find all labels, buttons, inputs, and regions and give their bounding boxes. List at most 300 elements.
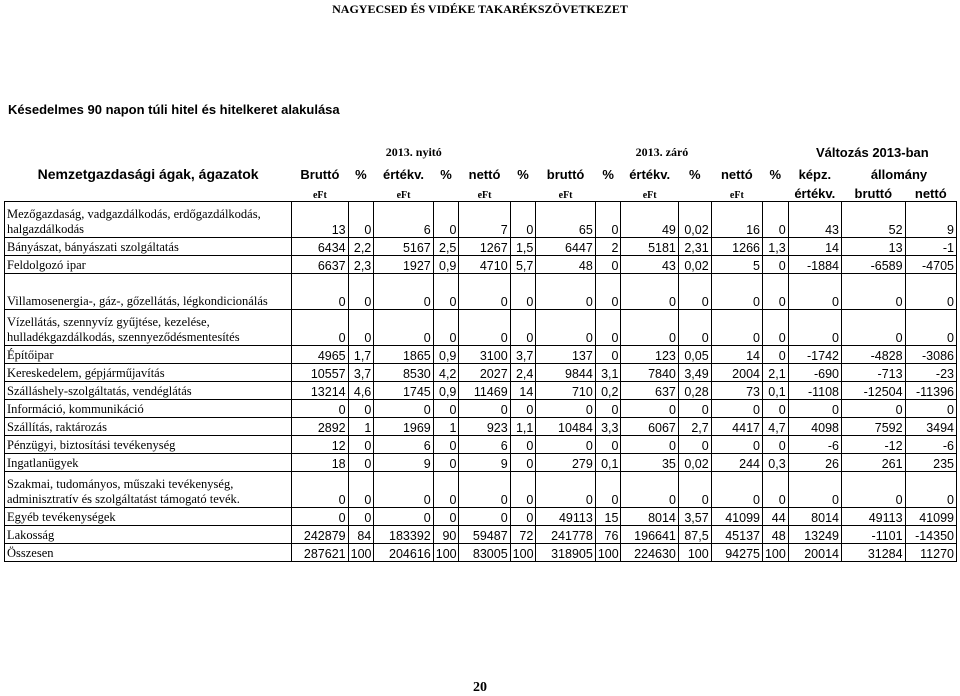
row-category-name: Szakmai, tudományos, műszaki tevékenység, adminisztratív és szolgáltatást támogató tevék. xyxy=(5,472,292,508)
table-cell: 0 xyxy=(711,400,762,418)
table-cell: 16 xyxy=(711,202,762,238)
table-cell: -1884 xyxy=(788,256,841,274)
table-cell: -1108 xyxy=(788,382,841,400)
table-row xyxy=(5,526,957,544)
col-pct-4: % xyxy=(602,167,614,182)
table-cell: 0 xyxy=(595,436,621,454)
table-cell: 0 xyxy=(348,454,374,472)
table-cell: 0 xyxy=(348,310,374,346)
table-cell: 4965 xyxy=(292,346,348,364)
table-row xyxy=(5,202,957,238)
table-cell: 923 xyxy=(459,418,510,436)
col-kepz: képz. xyxy=(798,167,832,182)
table-cell: 0 xyxy=(841,310,905,346)
table-cell: 242879 xyxy=(292,526,348,544)
unit-1: eFt xyxy=(312,190,327,201)
table-cell: 0 xyxy=(348,508,374,526)
table-cell: 7840 xyxy=(621,364,678,382)
table-cell: 0 xyxy=(292,274,348,310)
page-number: 20 xyxy=(473,680,487,695)
table-cell: 2,3 xyxy=(348,256,374,274)
table-cell: 0 xyxy=(711,436,762,454)
table-cell: 0 xyxy=(536,274,595,310)
table-cell: 0 xyxy=(536,472,595,508)
table-cell: 0,9 xyxy=(433,346,459,364)
table-cell: 49113 xyxy=(841,508,905,526)
table-cell: 3494 xyxy=(905,418,956,436)
table-cell: 2,7 xyxy=(678,418,711,436)
table-cell: 0 xyxy=(595,472,621,508)
table-cell: 0 xyxy=(762,256,788,274)
table-cell: 31284 xyxy=(841,544,905,562)
table-cell: 0 xyxy=(374,508,433,526)
row-category-name: Pénzügyi, biztosítási tevékenység xyxy=(5,436,292,454)
row-category-name: Feldolgozó ipar xyxy=(5,256,292,274)
table-cell: 0 xyxy=(374,400,433,418)
table-cell: 0 xyxy=(536,400,595,418)
table-cell: 72 xyxy=(510,526,536,544)
col-pct-1: % xyxy=(355,167,367,182)
table-cell: 48 xyxy=(536,256,595,274)
table-row xyxy=(5,472,957,508)
table-cell: 279 xyxy=(536,454,595,472)
table-cell: -6 xyxy=(905,436,956,454)
table-row xyxy=(5,436,957,454)
table-cell: 0,02 xyxy=(678,256,711,274)
table-cell: 2,2 xyxy=(348,238,374,256)
table-cell: 9 xyxy=(905,202,956,238)
table-cell: 0 xyxy=(536,310,595,346)
table-cell: 1865 xyxy=(374,346,433,364)
table-cell: 224630 xyxy=(621,544,678,562)
table-cell: 0 xyxy=(841,472,905,508)
table-cell: -690 xyxy=(788,364,841,382)
row-category-name: Villamosenergia-, gáz-, gőzellátás, légkondicionálás xyxy=(5,274,292,310)
table-cell: 0 xyxy=(595,274,621,310)
table-cell: 0 xyxy=(678,310,711,346)
table-cell: 9844 xyxy=(536,364,595,382)
table-cell: 0 xyxy=(510,436,536,454)
table-cell: 5181 xyxy=(621,238,678,256)
table-cell: 84 xyxy=(348,526,374,544)
table-cell: 0 xyxy=(788,274,841,310)
table-cell: 1,5 xyxy=(510,238,536,256)
row-category-name: Bányászat, bányászati szolgáltatás xyxy=(5,238,292,256)
table-cell: 0,1 xyxy=(762,382,788,400)
table-cell: 20014 xyxy=(788,544,841,562)
table-cell: 0 xyxy=(433,508,459,526)
table-row xyxy=(5,238,957,256)
table-cell: 0,02 xyxy=(678,202,711,238)
table-cell: 2,1 xyxy=(762,364,788,382)
col-ertekv-change: értékv. xyxy=(794,186,836,201)
row-header-label: Nemzetgazdasági ágak, ágazatok xyxy=(37,166,259,182)
table-cell: 59487 xyxy=(459,526,510,544)
row-category-name: Kereskedelem, gépjárműjavítás xyxy=(5,364,292,382)
table-cell: 1969 xyxy=(374,418,433,436)
table-cell: 3,7 xyxy=(510,346,536,364)
table-cell: 13249 xyxy=(788,526,841,544)
table-cell: 0,02 xyxy=(678,454,711,472)
table-cell: 4098 xyxy=(788,418,841,436)
table-cell: -14350 xyxy=(905,526,956,544)
table-cell: 100 xyxy=(762,544,788,562)
table-cell: 4417 xyxy=(711,418,762,436)
table-cell: -1742 xyxy=(788,346,841,364)
table-cell: 0 xyxy=(905,310,956,346)
table-cell: 3,1 xyxy=(595,364,621,382)
table-cell: 11469 xyxy=(459,382,510,400)
table-cell: 13 xyxy=(841,238,905,256)
table-cell: 0 xyxy=(433,472,459,508)
table-cell: 44 xyxy=(762,508,788,526)
page-title: Késedelmes 90 napon túli hitel és hitelkeret alakulása xyxy=(8,102,340,117)
table-cell: 4710 xyxy=(459,256,510,274)
table-cell: -713 xyxy=(841,364,905,382)
table-cell: 241778 xyxy=(536,526,595,544)
table-cell: 6 xyxy=(374,436,433,454)
table-cell: 1927 xyxy=(374,256,433,274)
table-cell: 0 xyxy=(510,274,536,310)
row-category-name: Szálláshely-szolgáltatás, vendéglátás xyxy=(5,382,292,400)
table-cell: 1266 xyxy=(711,238,762,256)
table-body xyxy=(5,202,957,562)
table-row xyxy=(5,364,957,382)
unit-3: eFt xyxy=(477,190,492,201)
table-cell: -1101 xyxy=(841,526,905,544)
table-row xyxy=(5,274,957,310)
table-cell: 0 xyxy=(762,400,788,418)
table-cell: -4828 xyxy=(841,346,905,364)
table-cell: 9 xyxy=(374,454,433,472)
table-cell: 1267 xyxy=(459,238,510,256)
table-cell: 0 xyxy=(374,472,433,508)
table-cell: 0 xyxy=(711,310,762,346)
table-cell: 0 xyxy=(459,472,510,508)
table-cell: 0 xyxy=(292,508,348,526)
table-cell: 5,7 xyxy=(510,256,536,274)
col-ertekv-close: értékv. xyxy=(629,167,671,182)
table-cell: 1745 xyxy=(374,382,433,400)
table-cell: 100 xyxy=(348,544,374,562)
table-cell: 8014 xyxy=(621,508,678,526)
table-cell: 0,2 xyxy=(595,382,621,400)
table-cell: 0 xyxy=(292,400,348,418)
table-cell: 287621 xyxy=(292,544,348,562)
table-cell: 13 xyxy=(292,202,348,238)
table-cell: 0 xyxy=(595,400,621,418)
col-netto-close: nettó xyxy=(720,167,753,182)
table-cell: 235 xyxy=(905,454,956,472)
table-cell: 49 xyxy=(621,202,678,238)
col-pct-3: % xyxy=(517,167,529,182)
row-category-name: Lakosság xyxy=(5,526,292,544)
row-category-name: Mezőgazdaság, vadgazdálkodás, erdőgazdálkodás, halgazdálkodás xyxy=(5,202,292,238)
table-cell: 1 xyxy=(348,418,374,436)
row-category-name: Egyéb tevékenységek xyxy=(5,508,292,526)
row-category-name: Szállítás, raktározás xyxy=(5,418,292,436)
table-cell: -1 xyxy=(905,238,956,256)
table-cell: 0 xyxy=(678,274,711,310)
table-cell: 0 xyxy=(841,400,905,418)
table-cell: 0 xyxy=(510,400,536,418)
table-row xyxy=(5,418,957,436)
table-cell: 0 xyxy=(292,310,348,346)
table-cell: 2,31 xyxy=(678,238,711,256)
table-cell: 49113 xyxy=(536,508,595,526)
table-cell: 43 xyxy=(788,202,841,238)
table-cell: 0,1 xyxy=(595,454,621,472)
table-cell: 0 xyxy=(678,400,711,418)
table-row xyxy=(5,346,957,364)
table-cell: 261 xyxy=(841,454,905,472)
table-cell: 6067 xyxy=(621,418,678,436)
table-cell: 0 xyxy=(621,400,678,418)
table-cell: 0,3 xyxy=(762,454,788,472)
table-cell: 6447 xyxy=(536,238,595,256)
table-row xyxy=(5,400,957,418)
table-cell: 0 xyxy=(788,472,841,508)
table-cell: -23 xyxy=(905,364,956,382)
table-cell: 0 xyxy=(510,310,536,346)
table-cell: 0 xyxy=(433,202,459,238)
table-cell: 65 xyxy=(536,202,595,238)
table-cell: 0,05 xyxy=(678,346,711,364)
table-cell: 0 xyxy=(374,310,433,346)
table-cell: 0 xyxy=(433,436,459,454)
table-cell: 0 xyxy=(621,472,678,508)
table-cell: 14 xyxy=(788,238,841,256)
table-cell: 0 xyxy=(595,256,621,274)
table-cell: 5167 xyxy=(374,238,433,256)
table-cell: 13214 xyxy=(292,382,348,400)
row-category-name: Információ, kommunikáció xyxy=(5,400,292,418)
table-cell: 6 xyxy=(459,436,510,454)
table-cell: 0 xyxy=(595,346,621,364)
table-cell: 710 xyxy=(536,382,595,400)
group-header-valtozas: Változás 2013-ban xyxy=(815,145,929,160)
table-cell: 7 xyxy=(459,202,510,238)
table-cell: 83005 xyxy=(459,544,510,562)
table-cell: 0 xyxy=(433,400,459,418)
unit-4: eFt xyxy=(558,190,573,201)
table-cell: 3,7 xyxy=(348,364,374,382)
table-cell: 0 xyxy=(510,202,536,238)
table-cell: 0 xyxy=(621,310,678,346)
unit-6: eFt xyxy=(729,190,744,201)
table-cell: 0 xyxy=(536,436,595,454)
table-cell: 5 xyxy=(711,256,762,274)
col-ertekv-open: értékv. xyxy=(383,167,424,182)
table-row xyxy=(5,454,957,472)
table-cell: 6434 xyxy=(292,238,348,256)
table-cell: 0,9 xyxy=(433,382,459,400)
table-cell: 3,57 xyxy=(678,508,711,526)
row-category-name: Építőipar xyxy=(5,346,292,364)
table-cell: 0 xyxy=(348,436,374,454)
table-cell: 0 xyxy=(905,400,956,418)
table-cell: 10484 xyxy=(536,418,595,436)
table-cell: 0 xyxy=(374,274,433,310)
table-cell: 637 xyxy=(621,382,678,400)
table-cell: -6 xyxy=(788,436,841,454)
table-cell: -4705 xyxy=(905,256,956,274)
table-cell: 204616 xyxy=(374,544,433,562)
table-cell: 0 xyxy=(595,202,621,238)
table-cell: 100 xyxy=(678,544,711,562)
delinquent-loans-table xyxy=(4,138,957,562)
table-cell: 0,28 xyxy=(678,382,711,400)
table-cell: 0 xyxy=(348,274,374,310)
table-row xyxy=(5,508,957,526)
col-allomany: állomány xyxy=(870,167,928,182)
table-row xyxy=(5,256,957,274)
table-cell: 0 xyxy=(762,346,788,364)
table-cell: 26 xyxy=(788,454,841,472)
table-cell: 0 xyxy=(621,274,678,310)
table-cell: 2 xyxy=(595,238,621,256)
table-cell: 9 xyxy=(459,454,510,472)
table-cell: 0 xyxy=(788,400,841,418)
row-category-name: Összesen xyxy=(5,544,292,562)
table-cell: 41099 xyxy=(905,508,956,526)
col-brutto-change: bruttó xyxy=(854,186,893,201)
table-cell: 0,9 xyxy=(433,256,459,274)
table-cell: 87,5 xyxy=(678,526,711,544)
group-header-nyito: 2013. nyitó xyxy=(385,145,442,159)
table-cell: -6589 xyxy=(841,256,905,274)
table-cell: 0 xyxy=(348,472,374,508)
table-cell: 73 xyxy=(711,382,762,400)
col-brutto-open: Bruttó xyxy=(300,167,340,182)
table-cell: 0 xyxy=(459,310,510,346)
table-cell: 0 xyxy=(348,202,374,238)
table-cell: 41099 xyxy=(711,508,762,526)
table-cell: 2892 xyxy=(292,418,348,436)
table-cell: 2,4 xyxy=(510,364,536,382)
table-cell: 0 xyxy=(841,274,905,310)
table-cell: -12504 xyxy=(841,382,905,400)
table-cell: -3086 xyxy=(905,346,956,364)
table-cell: 4,2 xyxy=(433,364,459,382)
col-pct-5: % xyxy=(689,167,701,182)
table-cell: 1 xyxy=(433,418,459,436)
table-cell: 14 xyxy=(510,382,536,400)
unit-5: eFt xyxy=(642,190,657,201)
table-cell: 0 xyxy=(762,274,788,310)
table-cell: 12 xyxy=(292,436,348,454)
table-cell: 11270 xyxy=(905,544,956,562)
table-cell: 0 xyxy=(459,508,510,526)
table-cell: 76 xyxy=(595,526,621,544)
table-cell: 100 xyxy=(433,544,459,562)
table-cell: 4,7 xyxy=(762,418,788,436)
table-cell: 0 xyxy=(905,274,956,310)
empty-cell xyxy=(5,182,292,202)
col-pct-2: % xyxy=(440,167,452,182)
table-cell: 8530 xyxy=(374,364,433,382)
table-cell: 0 xyxy=(678,472,711,508)
table-cell: -11396 xyxy=(905,382,956,400)
table-cell: 0 xyxy=(433,310,459,346)
table-cell: 0 xyxy=(788,310,841,346)
table-cell: -12 xyxy=(841,436,905,454)
table-cell: 0 xyxy=(678,436,711,454)
table-cell: 3,49 xyxy=(678,364,711,382)
table-cell: 0 xyxy=(905,472,956,508)
table-cell: 0 xyxy=(762,310,788,346)
table-cell: 1,3 xyxy=(762,238,788,256)
table-cell: 35 xyxy=(621,454,678,472)
table-cell: 137 xyxy=(536,346,595,364)
table-cell: 0 xyxy=(433,274,459,310)
table-cell: 0 xyxy=(621,436,678,454)
table-cell: 100 xyxy=(595,544,621,562)
table-cell: 1,1 xyxy=(510,418,536,436)
table-cell: 0 xyxy=(348,400,374,418)
table-row xyxy=(5,310,957,346)
table-cell: 196641 xyxy=(621,526,678,544)
table-cell: 0 xyxy=(762,202,788,238)
table-cell: 0 xyxy=(459,400,510,418)
table-cell: 90 xyxy=(433,526,459,544)
table-cell: 18 xyxy=(292,454,348,472)
table-cell: 14 xyxy=(711,346,762,364)
table-cell: 6637 xyxy=(292,256,348,274)
organization-name: NAGYECSED ÉS VIDÉKE TAKARÉKSZÖVETKEZET xyxy=(332,2,628,16)
table-cell: 6 xyxy=(374,202,433,238)
table-cell: 123 xyxy=(621,346,678,364)
table-cell: 0 xyxy=(762,472,788,508)
table-cell: 0 xyxy=(711,274,762,310)
table-cell: 48 xyxy=(762,526,788,544)
table-cell: 43 xyxy=(621,256,678,274)
row-category-name: Ingatlanügyek xyxy=(5,454,292,472)
table-row xyxy=(5,382,957,400)
table-cell: 100 xyxy=(510,544,536,562)
table-cell: 4,6 xyxy=(348,382,374,400)
table-cell: 52 xyxy=(841,202,905,238)
table-cell: 10557 xyxy=(292,364,348,382)
table-cell: 0 xyxy=(510,508,536,526)
table-cell: 318905 xyxy=(536,544,595,562)
table-cell: 8014 xyxy=(788,508,841,526)
table-cell: 2,5 xyxy=(433,238,459,256)
table-cell: 0 xyxy=(762,436,788,454)
unit-2: eFt xyxy=(396,190,411,201)
table-cell: 1,7 xyxy=(348,346,374,364)
table-cell: 3100 xyxy=(459,346,510,364)
col-netto-open: nettó xyxy=(468,167,501,182)
table-cell: 0 xyxy=(510,454,536,472)
table-cell: 45137 xyxy=(711,526,762,544)
table-cell: 0 xyxy=(595,310,621,346)
row-category-name: Vízellátás, szennyvíz gyűjtése, kezelése, hulladékgazdálkodás, szennyeződésmentesítés xyxy=(5,310,292,346)
empty-cell xyxy=(5,138,292,160)
table-cell: 0 xyxy=(510,472,536,508)
table-cell: 0 xyxy=(292,472,348,508)
table-cell: 0 xyxy=(711,472,762,508)
table-cell: 0 xyxy=(459,274,510,310)
table-cell: 3,3 xyxy=(595,418,621,436)
table-row xyxy=(5,544,957,562)
table-cell: 7592 xyxy=(841,418,905,436)
table-cell: 2027 xyxy=(459,364,510,382)
col-pct-6: % xyxy=(769,167,782,182)
table-cell: 183392 xyxy=(374,526,433,544)
table-cell: 244 xyxy=(711,454,762,472)
table-cell: 0 xyxy=(433,454,459,472)
